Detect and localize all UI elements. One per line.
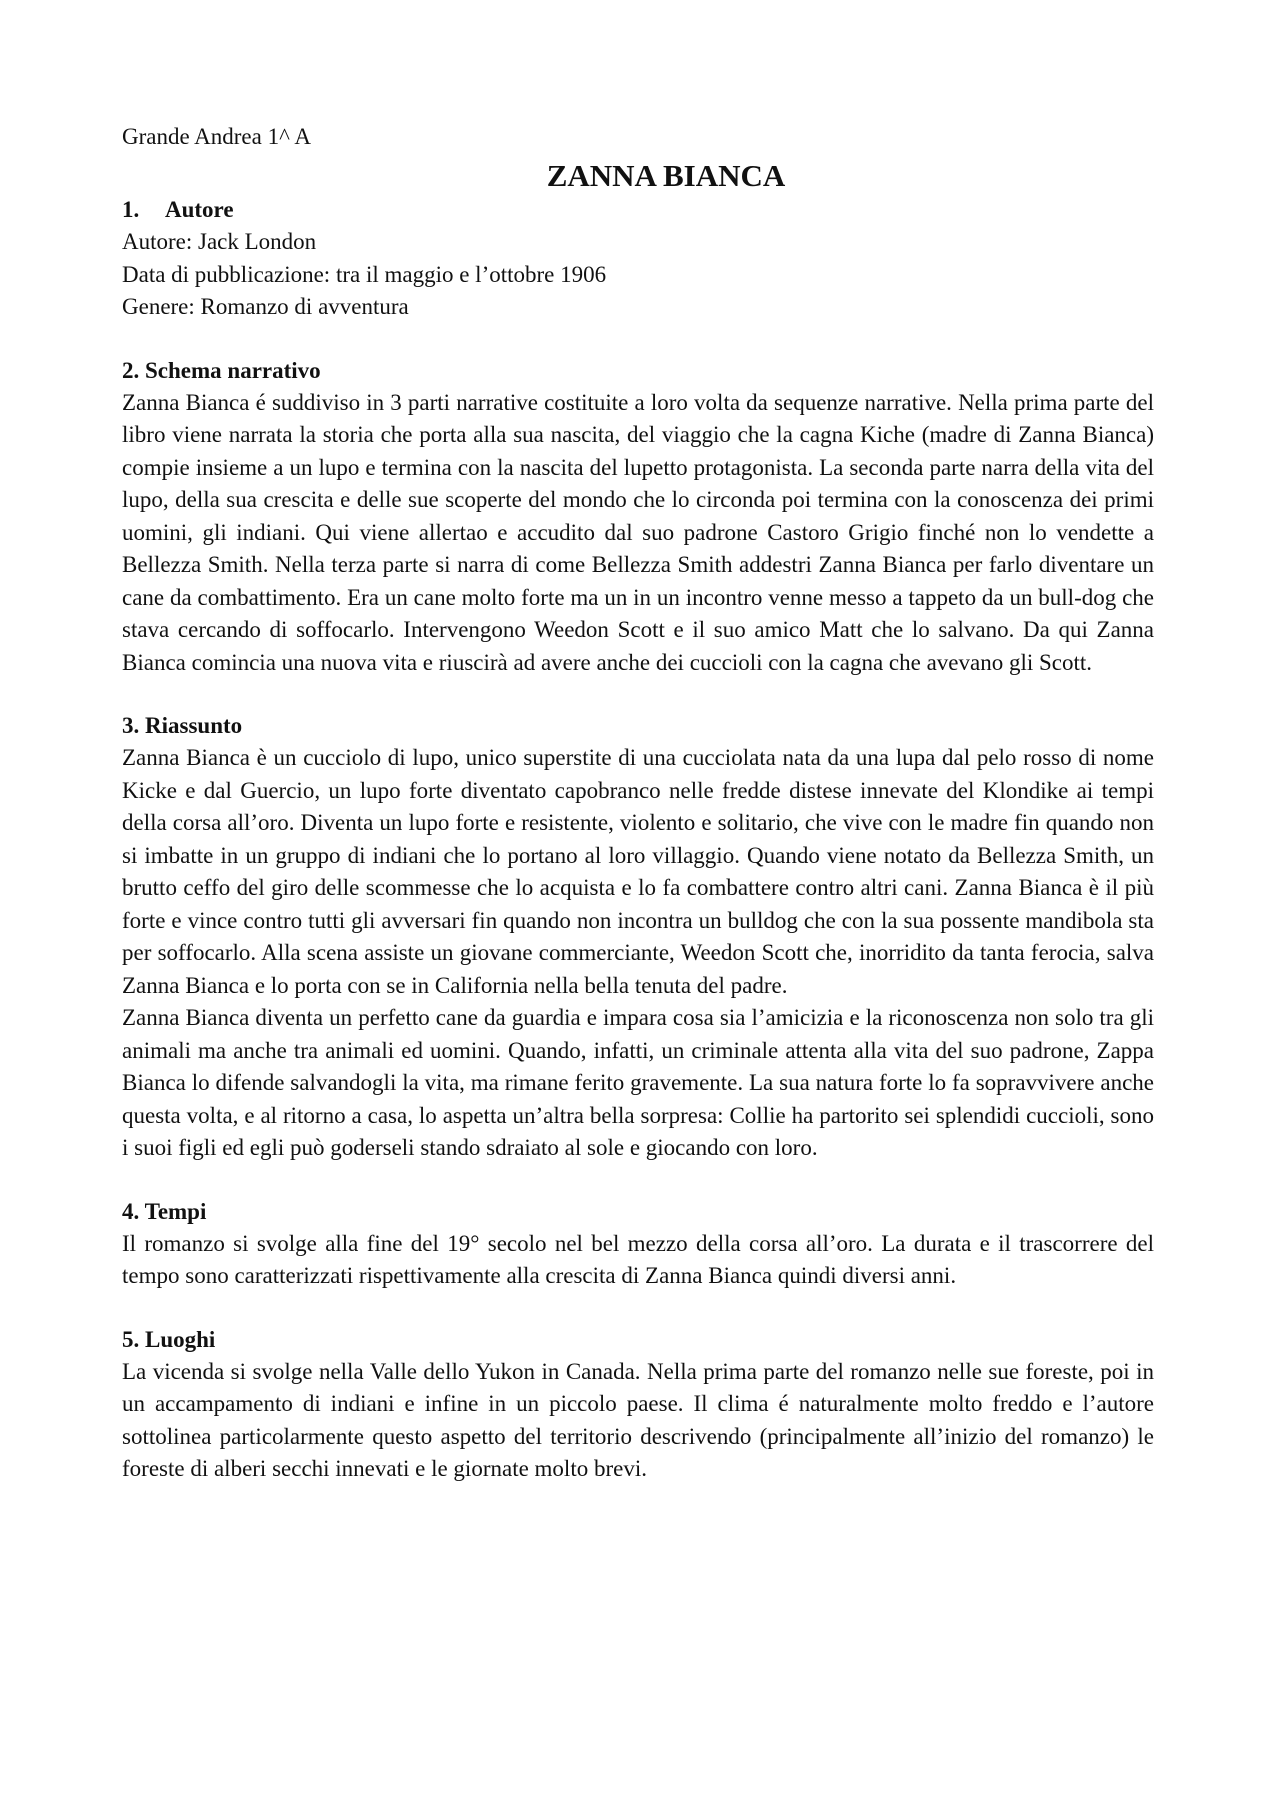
- section-heading-schema: 2. Schema narrativo: [122, 357, 321, 383]
- section-luoghi: [122, 1324, 1154, 1486]
- section-number: 1.: [122, 197, 140, 222]
- schema-paragraph: Zanna Bianca é suddiviso in 3 parti narrative costituite a loro volta da sequenze narrative. Nella prima parte del libro viene narrata la storia che porta alla sua nascita, del viaggio che la cagna Kiche (madre di Zanna Bianca) compie insieme a un lupo e termina con la nascita del lupetto protagonista. La seconda parte narra della vita del lupo, della sua crescita e delle sue scoperte del mondo che lo circonda poi termina con la conoscenza dei primi uomini, gli indiani. Qui viene allertao e accudito dal suo padrone Castoro Grigio finché non lo vendette a Bellezza Smith. Nella terza parte si narra di come Bellezza Smith addestri Zanna Bianca per farlo diventare un cane da combattimento. Era un cane molto forte ma un in un incontro venne messo a tappeto da un bull-dog che stava cercando di soffocarlo. Intervengono Weedon Scott e il suo amico Matt che lo salvano. Da qui Zanna Bianca comincia una nuova vita e riuscirà ad avere anche dei cuccioli con la cagna che avevano gli Scott.: [122, 389, 1154, 675]
- genre-line: Genere: Romanzo di avventura: [122, 294, 409, 319]
- section-heading-luoghi: 5. Luoghi: [122, 1326, 216, 1352]
- luoghi-paragraph: La vicenda si svolge nella Valle dello Yukon in Canada. Nella prima parte del romanzo nelle sue foreste, poi in un accampamento di indiani e infine in un piccolo paese. Il clima é naturalmente molto freddo e l’autore sottolinea particolarmente questo aspetto del territorio descrivendo (principalmente all’inizio del romanzo) le foreste di alberi secchi innevati e le giornate molto brevi.: [122, 1358, 1154, 1481]
- section-autore: [122, 194, 1154, 324]
- section-spacer: [122, 679, 1154, 710]
- riassunto-paragraph-1: Zanna Bianca è un cucciolo di lupo, unico superstite di una cucciolata nata da una lupa dal pelo rosso di nome Kicke e dal Guercio, un lupo forte diventato capobranco nelle fredde distese innevate del Klondike ai tempi della corsa all’oro. Diventa un lupo forte e resistente, violento e solitario, che vive con le madre fin quando non si imbatte in un gruppo di indiani che lo portano al loro villaggio. Quando viene notato da Bellezza Smith, un brutto ceffo del giro delle scommesse che lo acquista e lo fa combattere contro altri cani. Zanna Bianca è il più forte e vince contro tutti gli avversari fin quando non incontra un bulldog che con la sua possente mandibola sta per soffocarlo. Alla scena assiste un giovane commerciante, Weedon Scott che, inorridito da tanta ferocia, salva Zanna Bianca e lo porta con se in California nella bella tenuta del padre.: [122, 745, 1154, 998]
- section-heading-autore: [122, 194, 1154, 226]
- section-spacer: [122, 1165, 1154, 1196]
- author-line: Autore: Jack London: [122, 229, 317, 254]
- document-title: ZANNA BIANCA: [546, 158, 786, 193]
- section-schema-narrativo: [122, 355, 1154, 680]
- publication-date-line: Data di pubblicazione: tra il maggio e l’ottobre 1906: [122, 261, 607, 287]
- section-heading-tempi: 4. Tempi: [122, 1198, 207, 1224]
- riassunto-paragraph-2: Zanna Bianca diventa un perfetto cane da guardia e impara cosa sia l’amicizia e la riconoscenza non solo tra gli animali ma anche tra animali ed uomini. Quando, infatti, un criminale attenta alla vita del suo padrone, Zappa Bianca lo difende salvandogli la vita, ma rimane ferito gravemente. La sua natura forte lo fa sopravvivere anche questa volta, e al ritorno a casa, lo aspetta un’altra bella sorpresa: Collie ha partorito sei splendidi cuccioli, sono i suoi figli ed egli può goderseli stando sdraiato al sole e giocando con loro.: [122, 1005, 1154, 1160]
- document-page: [122, 122, 1154, 1486]
- student-name: Grande Andrea 1^ A: [122, 124, 311, 149]
- section-tempi: [122, 1196, 1154, 1293]
- section-riassunto: [122, 710, 1154, 1165]
- section-spacer: [122, 1293, 1154, 1324]
- section-spacer: [122, 324, 1154, 355]
- section-heading-label: Autore: [165, 197, 234, 222]
- section-heading-riassunto: 3. Riassunto: [122, 713, 243, 738]
- tempi-paragraph: Il romanzo si svolge alla fine del 19° secolo nel bel mezzo della corsa all’oro. La durata e il trascorrere del tempo sono caratterizzati rispettivamente alla crescita di Zanna Bianca quindi diversi anni.: [122, 1230, 1154, 1288]
